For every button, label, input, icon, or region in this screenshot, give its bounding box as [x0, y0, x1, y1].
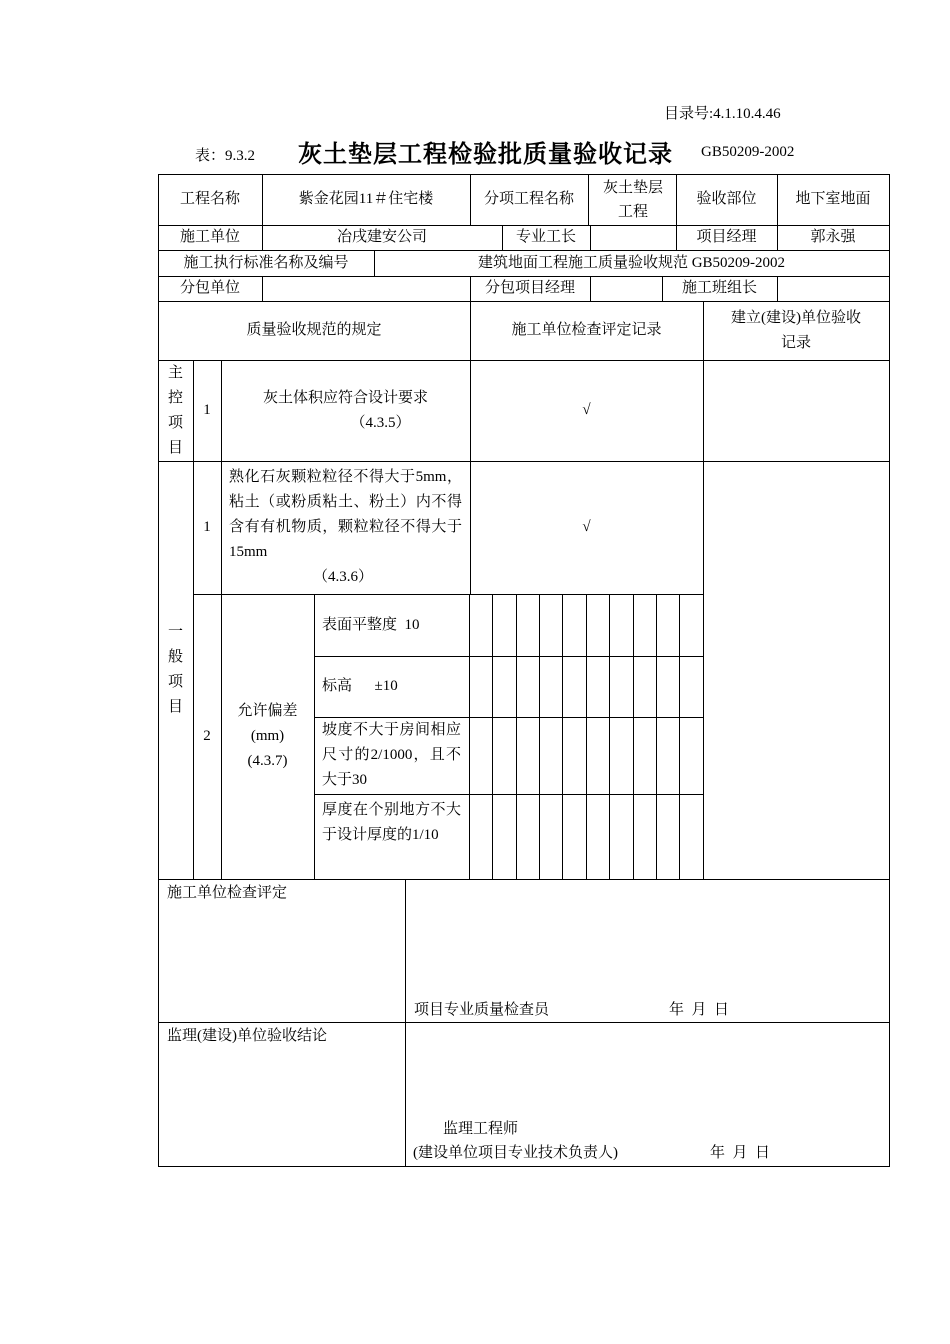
- title-row: [0, 134, 950, 170]
- grid-line: [609, 594, 610, 879]
- acceptance-part-label: 验收部位: [696, 191, 757, 207]
- main-item-text: 灰土体积应符合设计要求: [262, 389, 428, 406]
- table-number: 表：9.3.2: [195, 148, 256, 164]
- acceptance-part-value: 地下室地面: [795, 191, 871, 207]
- grid-line: [586, 594, 587, 879]
- sub-project-value: 灰土垫层工程: [602, 179, 663, 220]
- grid-line: [539, 594, 540, 879]
- general-item2-number: 2: [203, 728, 211, 744]
- supervisor-date: 年 月 日: [710, 1145, 771, 1161]
- quality-inspector: 项目专业质量检查员: [414, 1002, 550, 1018]
- grid-line: [492, 594, 493, 879]
- contractor-eval-label: 施工单位检查评定: [167, 885, 288, 901]
- grid-line: [889, 174, 890, 1166]
- pm-value: 郭永强: [810, 229, 856, 245]
- sub-pm-label: 分包项目经理: [484, 280, 575, 296]
- supervisor-label: 监理(建设)单位验收结论: [167, 1028, 327, 1044]
- tolerance-label: [221, 594, 314, 879]
- contractor-eval-date: 年 月 日: [669, 1002, 730, 1018]
- main-item-result: √: [582, 402, 591, 418]
- project-name-label: 工程名称: [179, 191, 240, 207]
- grid-line: [656, 594, 657, 879]
- general-item1-clause: （4.3.6）: [313, 569, 374, 585]
- page-title: 灰土垫层工程检验批质量验收记录: [298, 142, 673, 168]
- team-leader-label: 施工班组长: [681, 280, 757, 296]
- foreman-label: 专业工长: [515, 229, 576, 245]
- tolerance-label-line: 允许偏差: [237, 703, 298, 719]
- sub-pm-value: [590, 276, 662, 301]
- supervising-engineer: 监理工程师: [443, 1121, 519, 1137]
- grid-line: [633, 594, 634, 879]
- tolerance-label-unit: (mm): [250, 728, 285, 744]
- grid-line: [158, 1166, 890, 1167]
- tolerance-label-clause: (4.3.7): [247, 753, 288, 769]
- pm-label: 项目经理: [696, 229, 757, 245]
- sub-project-label: 分项工程名称: [483, 191, 574, 207]
- spec-header: 质量验收规范的规定: [246, 322, 382, 338]
- main-control-label: 主控项目: [167, 364, 183, 456]
- general-item1-result: √: [582, 519, 591, 535]
- foreman-value: [590, 225, 676, 250]
- main-item-clause: （4.3.5）: [350, 414, 411, 431]
- contractor-value: 冶戌建安公司: [336, 229, 427, 245]
- grid-line: [588, 174, 589, 225]
- standard-code: GB50209-2002: [701, 144, 795, 160]
- general-item1-text: 熟化石灰颗粒粒径不得大于5mm，粘土（或粉质粘土、粉土）内不得含有有机物质，颗粒粒径不得大于15mm: [229, 469, 462, 560]
- tolerance-row-flatness: 表面平整度 10: [322, 616, 420, 633]
- catalog-number: 目录号:4.1.10.4.46: [664, 106, 781, 122]
- general-label: 一般项目: [167, 624, 183, 715]
- grid-line: [405, 879, 406, 1166]
- team-leader-value: [777, 276, 889, 301]
- grid-line: [562, 594, 563, 879]
- main-item-number: 1: [203, 402, 211, 418]
- contractor-label: 施工单位: [179, 229, 240, 245]
- grid-line: [679, 594, 680, 879]
- subcontractor-label: 分包单位: [179, 280, 240, 296]
- standard-label: 施工执行标准名称及编号: [183, 254, 349, 271]
- grid-line: [703, 301, 704, 879]
- owner-check-header: 建立(建设)单位验收记录: [731, 309, 861, 351]
- main-item-spec: [221, 360, 470, 461]
- standard-value: 建筑地面工程施工质量验收规范 GB50209-2002: [477, 254, 786, 271]
- general-item1-spec: [221, 461, 470, 594]
- grid-line: [516, 594, 517, 879]
- tolerance-row-slope: 坡度不大于房间相应尺寸的2/1000，且不大于30: [322, 722, 461, 788]
- tolerance-row-thickness: 厚度在个别地方不大于设计厚度的1/10: [322, 802, 461, 843]
- subcontractor-value: [262, 276, 470, 301]
- contractor-check-header: 施工单位检查评定记录: [511, 322, 662, 338]
- grid-line: [469, 594, 470, 879]
- project-name-value: 紫金花园11＃住宅楼: [298, 191, 434, 207]
- tolerance-row-elevation: 标高 ±10: [322, 678, 398, 694]
- owner-representative: (建设单位项目专业技术负责人): [413, 1145, 618, 1161]
- general-item1-number: 1: [203, 519, 211, 535]
